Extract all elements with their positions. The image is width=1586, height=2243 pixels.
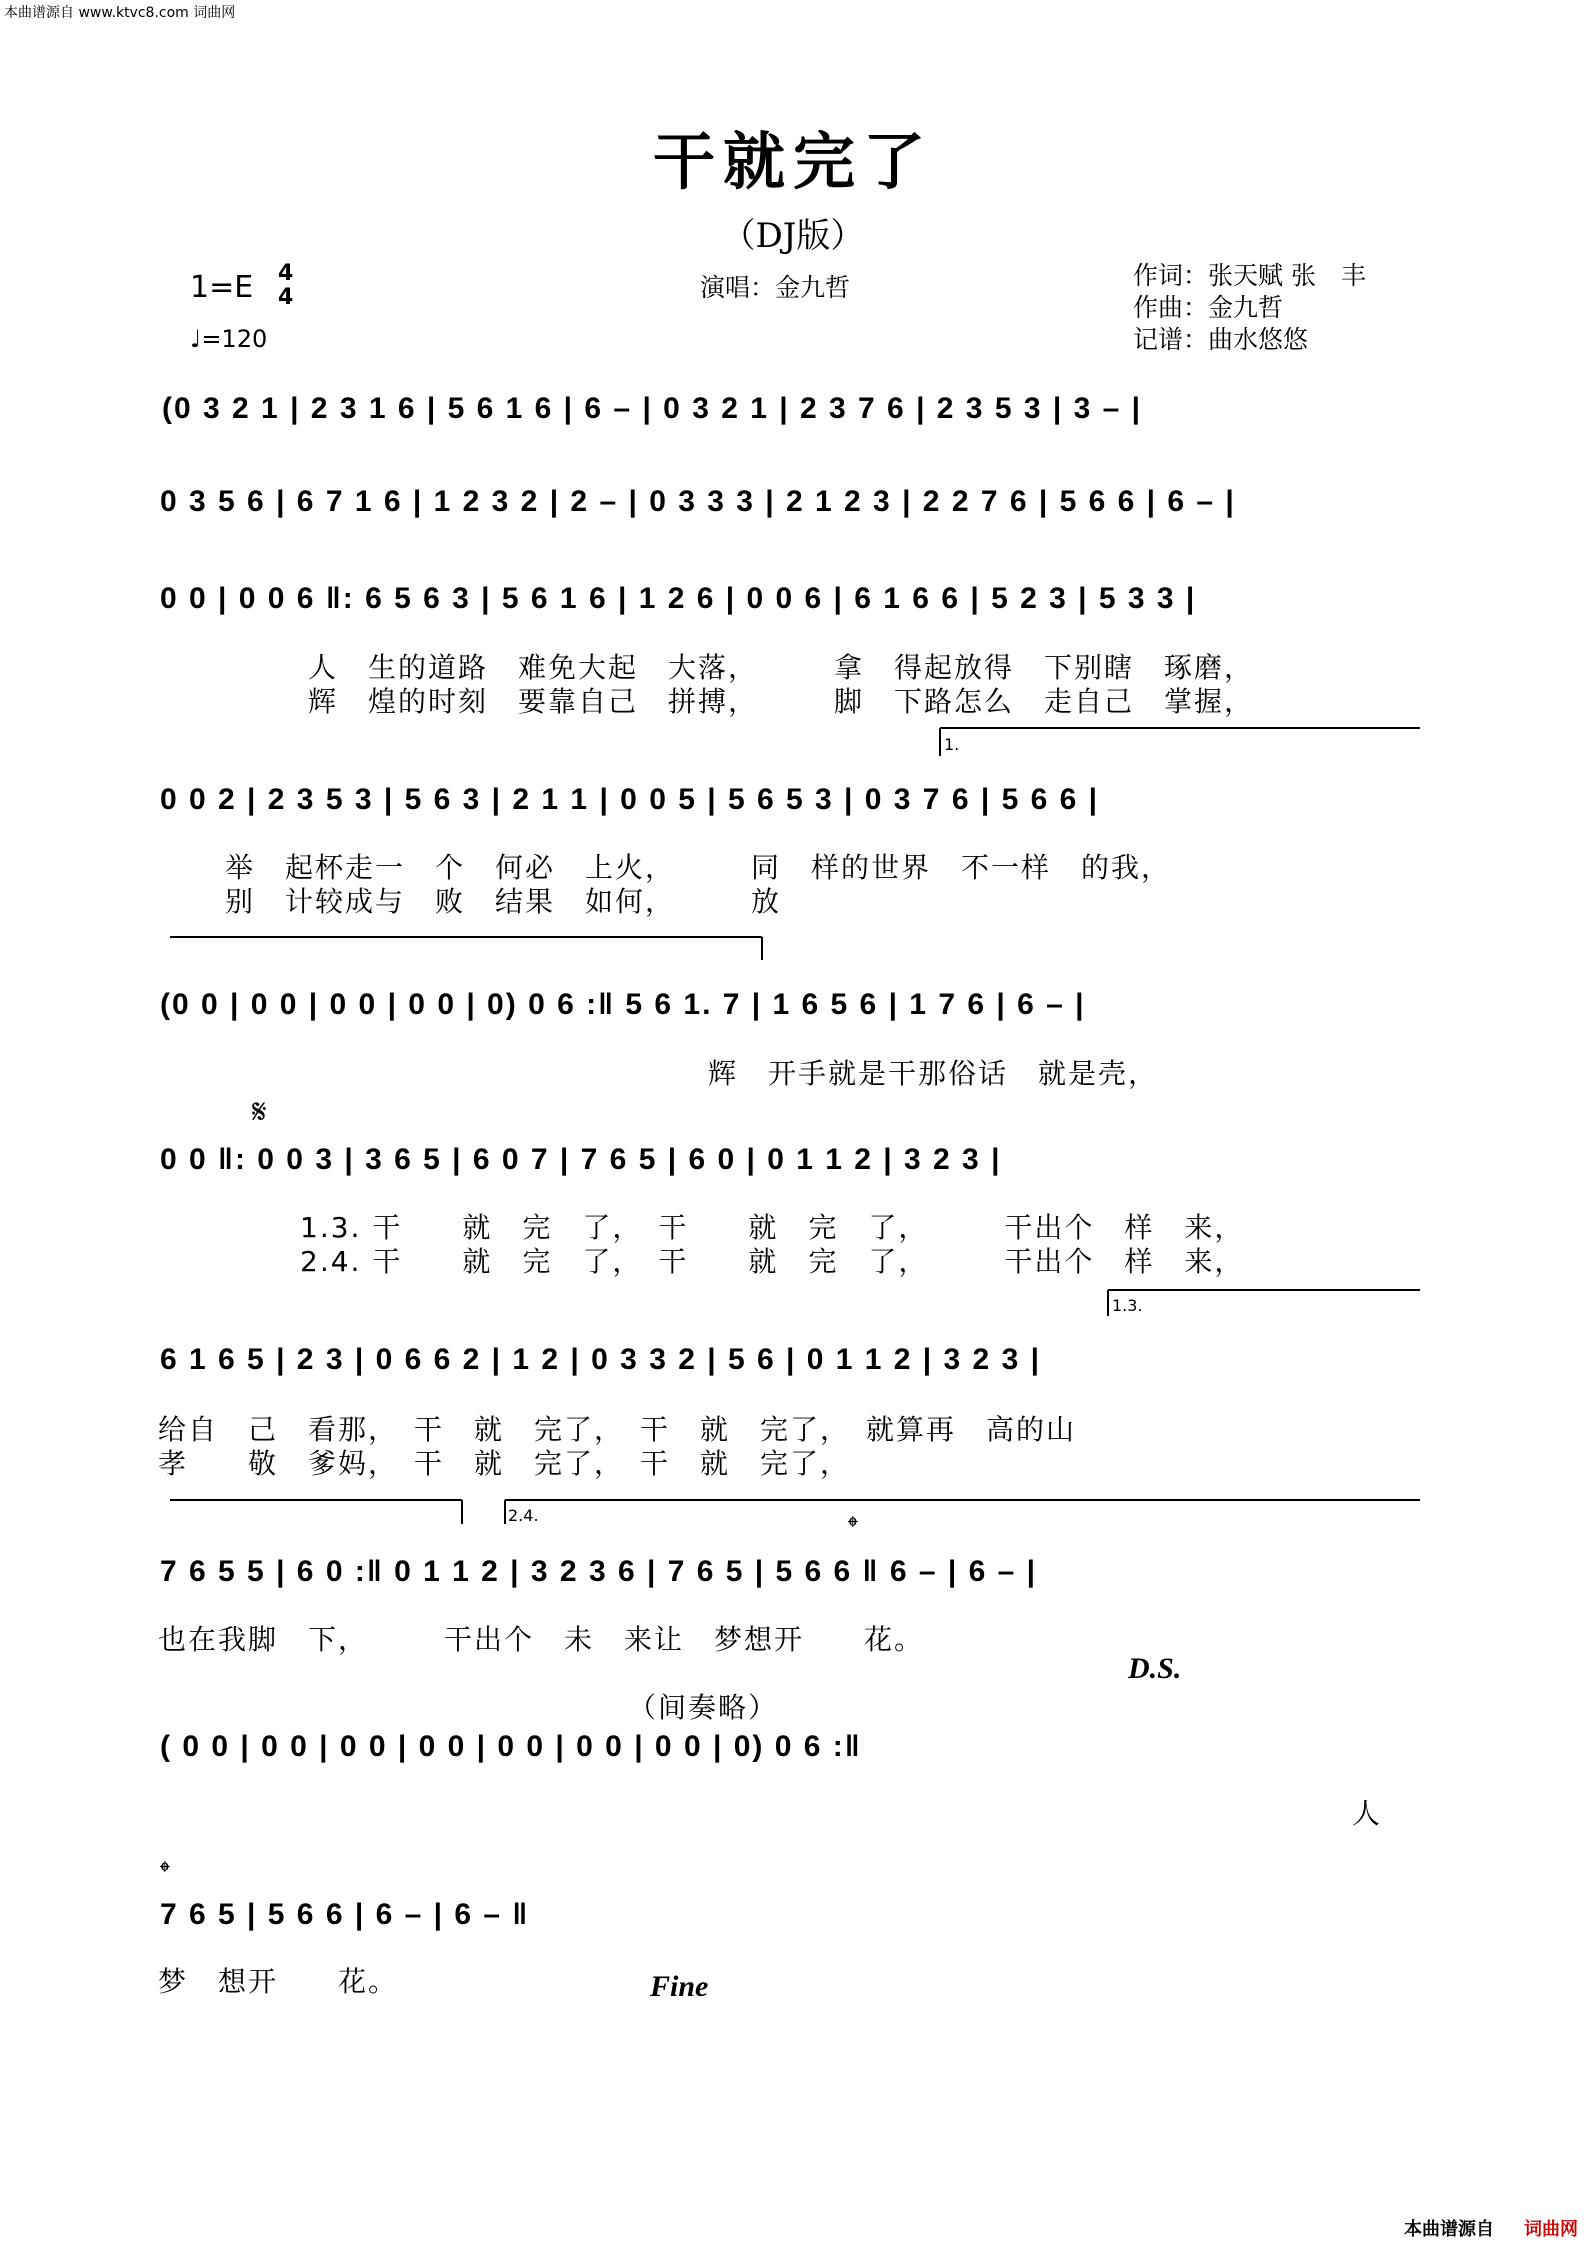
volta-24-label: 2.4. [508,1506,539,1525]
score-row-3-lyric-2: 辉 煌的时刻 要靠自己 拼搏， 脚 下路怎么 走自己 掌握， [308,685,1255,718]
segno-sign: 𝄋 [252,1092,267,1132]
tempo-marking: ♩=120 [190,325,268,353]
score-row-6-lyric-2: 2.4. 干 就 完 了， 干 就 完 了， 干出个 样 来， [300,1245,1245,1278]
score-row-3-lyric-1: 人 生的道路 难免大起 大落， 拿 得起放得 下别瞎 琢磨， [308,651,1255,684]
fine-marking: Fine [650,1970,709,2003]
coda-sign-2: 𝄌 [160,1855,170,1888]
score-row-9-lyric-1: 人 [1352,1797,1383,1830]
lyricist-credit: 作词：张天赋 张 丰 [1133,261,1366,290]
coda-sign-1: 𝄌 [848,1510,858,1543]
footer-left-text: 本曲谱源自 [1404,2219,1494,2240]
score-row-4-lyric-1: 举 起杯走一 个 何必 上火， 同 样的世界 不一样 的我， [225,851,1172,884]
score-row-3-notes: 0 0 | 0 0 6 ‖: 6 5 6 3 | 5 6 1 6 | 1 2 6 | 0 0 6 | 6 1 6 6 | 5 2 3 | 5 3 3 | [160,582,1197,615]
score-row-7-lyric-2: 孝 敬 爹妈， 干 就 完了， 干 就 完了， [158,1447,851,1480]
score-row-10-notes: 7 6 5 | 5 6 6 | 6 – | 6 – ‖ [160,1898,530,1931]
site-header-text: 本曲谱源自 www.ktvc8.com 词曲网 [4,5,236,21]
score-row-4-notes: 0 0 2 | 2 3 5 3 | 5 6 3 | 2 1 1 | 0 0 5 | 5 6 5 3 | 0 3 7 6 | 5 6 6 | [160,783,1100,816]
singer-credit: 演唱：金九哲 [700,273,851,302]
score-row-6-notes: 0 0 ‖: 0 0 3 | 3 6 5 | 6 0 7 | 7 6 5 | 6 0 | 0 1 1 2 | 3 2 3 | [160,1143,1002,1176]
score-row-5-notes: (0 0 | 0 0 | 0 0 | 0 0 | 0) 0 6 :‖ 5 6 1. 7 | 1 6 5 6 | 1 7 6 | 6 – | [160,988,1086,1021]
key-signature: 1=E [190,270,254,305]
interlude-note: （间奏略） [628,1691,779,1724]
score-row-4-lyric-2: 别 计较成与 败 结果 如何， 放 [225,885,782,918]
song-title: 干就完了 [652,125,933,198]
score-row-10-lyric-1: 梦 想开 花。 [158,1965,399,1998]
ds-marking: D.S. [1128,1652,1182,1685]
song-subtitle: （DJ版） [721,216,865,256]
score-row-6-lyric-1: 1.3. 干 就 完 了， 干 就 完 了， 干出个 样 来， [300,1211,1245,1244]
score-row-7-notes: 6 1 6 5 | 2 3 | 0 6 6 2 | 1 2 | 0 3 3 2 | 5 6 | 0 1 1 2 | 3 2 3 | [160,1343,1041,1376]
site-footer [1404,2215,1578,2241]
score-row-2-notes: 0 3 5 6 | 6 7 1 6 | 1 2 3 2 | 2 – | 0 3 3 3 | 2 1 2 3 | 2 2 7 6 | 5 6 6 | 6 – | [160,485,1236,518]
score-row-5-lyric-1: 辉 开手就是干那俗话 就是壳， [708,1057,1159,1090]
score-row-1-notes: (0 3 2 1 | 2 3 1 6 | 5 6 1 6 | 6 – | 0 3 2 1 | 2 3 7 6 | 2 3 5 3 | 3 – | [162,392,1143,425]
footer-right-text: 词曲网 [1524,2219,1578,2240]
transcriber-credit: 记谱：曲水悠悠 [1133,325,1309,354]
score-row-7-lyric-1: 给自 己 看那， 干 就 完了， 干 就 完了， 就算再 高的山 [158,1413,1077,1446]
volta-1-label: 1. [944,735,960,754]
score-row-8-notes: 7 6 5 5 | 6 0 :‖ 0 1 1 2 | 3 2 3 6 | 7 6 5 | 5 6 6 ‖ 6 – | 6 – | [160,1555,1038,1588]
time-signature-top: 4 [278,261,294,286]
score-row-9-notes: ( 0 0 | 0 0 | 0 0 | 0 0 | 0 0 | 0 0 | 0 0 | 0) 0 6 :‖ [160,1730,862,1763]
time-signature-bottom: 4 [278,285,294,310]
volta-13-label: 1.3. [1112,1296,1143,1315]
score-row-8-lyric-1: 也在我脚 下， 干出个 未 来让 梦想开 花。 [158,1623,925,1656]
composer-credit: 作曲：金九哲 [1133,293,1284,322]
